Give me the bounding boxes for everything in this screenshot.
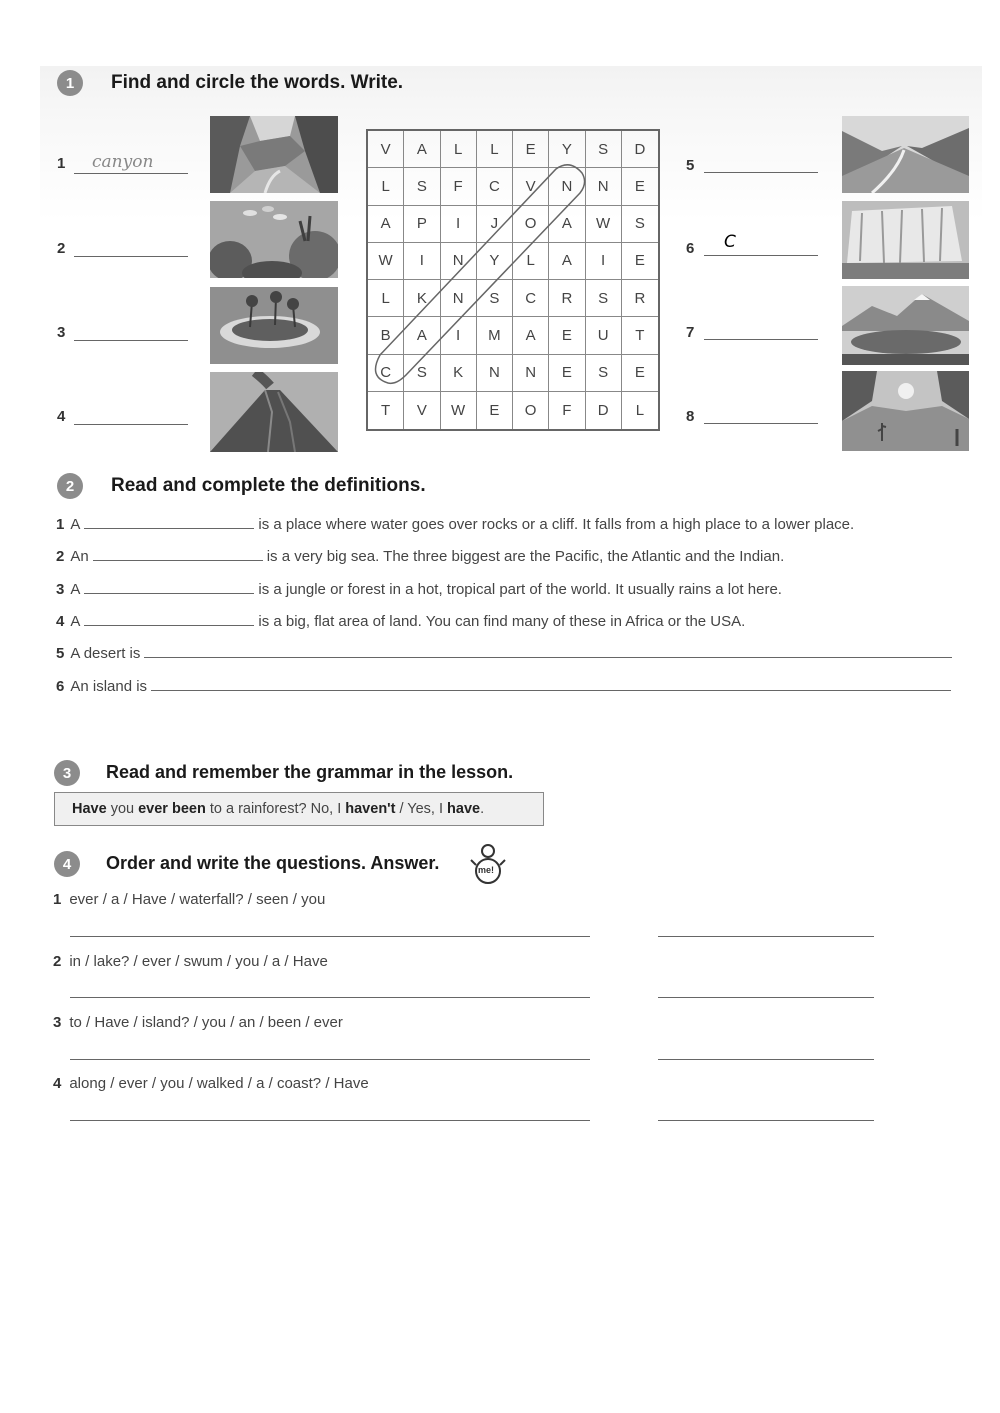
grid-cell[interactable]: L [477, 131, 513, 168]
item-8-number: 8 [686, 408, 695, 425]
definition-4-blank[interactable] [84, 611, 254, 626]
me-badge-icon [470, 843, 506, 885]
exercise-2-title: Read and complete the definitions. [111, 475, 426, 496]
grid-cell[interactable]: L [635, 401, 645, 419]
definition-1-blank[interactable] [84, 514, 254, 529]
definition-6-prefix: An island is [70, 678, 148, 695]
question-1-line[interactable] [70, 936, 590, 937]
volcano-photo [210, 372, 338, 452]
grid-cell[interactable]: A [549, 243, 585, 280]
me-badge-label: me! [478, 865, 495, 875]
grammar-ever-been: ever been [138, 801, 206, 817]
definition-5-blank[interactable] [144, 643, 952, 658]
grid-cell[interactable]: C [513, 280, 549, 317]
grid-cell[interactable]: R [622, 280, 658, 317]
definition-4 [56, 611, 745, 630]
grid-cell[interactable]: I [404, 243, 440, 280]
grid-cell[interactable]: E [549, 355, 585, 392]
grammar-text-2: to a rainforest? No, I [205, 801, 346, 817]
item-2-number: 2 [57, 240, 66, 257]
item-5-number: 5 [686, 157, 695, 174]
grid-cell[interactable]: K [441, 355, 477, 392]
grid-cell[interactable]: E [477, 392, 513, 429]
question-2-words: in / lake? / ever / swum / you / a / Have [69, 953, 328, 970]
cliff-photo [842, 201, 969, 279]
grid-cell[interactable]: O [513, 392, 549, 429]
definition-4-number: 4 [56, 613, 65, 630]
exercise-2-number: 2 [57, 473, 83, 499]
question-3 [53, 1014, 343, 1031]
grid-cell[interactable]: S [586, 355, 622, 392]
definition-6 [56, 676, 955, 695]
definition-2-number: 2 [56, 548, 65, 565]
item-6-number: 6 [686, 240, 695, 257]
question-1 [53, 891, 325, 908]
definition-1 [56, 514, 854, 533]
grid-cell[interactable]: R [549, 280, 585, 317]
exercise-3-title: Read and remember the grammar in the lesson. [106, 762, 514, 782]
grid-cell[interactable]: E [622, 355, 658, 392]
word-search-grid[interactable] [366, 129, 660, 431]
item-7-number: 7 [686, 324, 695, 341]
grid-cell[interactable]: N [441, 243, 477, 280]
item-6-line[interactable] [704, 255, 818, 256]
grid-cell[interactable]: C [477, 168, 513, 205]
definition-5-prefix: A desert is [70, 645, 141, 662]
item-4-number: 4 [57, 408, 66, 425]
grid-cell[interactable]: S [404, 355, 440, 392]
question-2-number: 2 [53, 953, 62, 970]
lake-photo [842, 286, 969, 365]
definition-2-prefix: An [70, 548, 89, 565]
desert-photo [842, 371, 969, 451]
question-2-line[interactable] [70, 997, 590, 998]
question-2 [53, 953, 328, 970]
grid-cell[interactable]: A [404, 131, 440, 168]
definition-4-prefix: A [70, 613, 81, 630]
definition-3-number: 3 [56, 581, 65, 598]
item-3-number: 3 [57, 324, 66, 341]
exercise-4-title: Order and write the questions. Answer. [106, 853, 440, 873]
item-3-line[interactable] [74, 340, 188, 341]
grammar-have-short: have [447, 801, 481, 817]
definition-4-text: is a big, flat area of land. You can find many of these in Africa or the USA. [258, 613, 746, 630]
grid-cell[interactable]: V [404, 392, 440, 429]
definition-3 [56, 579, 782, 598]
grid-cell[interactable]: E [622, 168, 658, 205]
grid-cell[interactable]: N [477, 355, 513, 392]
answer-4-line[interactable] [658, 1120, 874, 1121]
question-4-line[interactable] [70, 1120, 590, 1121]
grid-cell[interactable]: L [368, 280, 404, 317]
island-photo [210, 287, 338, 364]
grid-cell[interactable]: O [513, 206, 549, 243]
grid-cell[interactable]: L [441, 131, 477, 168]
definition-5-number: 5 [56, 645, 65, 662]
grammar-have: Have [72, 801, 107, 817]
grid-cell[interactable]: E [622, 243, 658, 280]
grid-cell[interactable]: V [368, 131, 404, 168]
grid-cell[interactable]: W [441, 392, 477, 429]
grid-cell[interactable]: T [622, 317, 658, 354]
item-2-line[interactable] [74, 256, 188, 257]
definition-5 [56, 643, 956, 662]
item-7-line[interactable] [704, 339, 818, 340]
definition-3-text: is a jungle or forest in a hot, tropical part of the world. It usually rains a lot here. [258, 581, 782, 598]
grid-cell[interactable]: N [586, 168, 622, 205]
grammar-text-3: / Yes, I [395, 801, 448, 817]
grammar-text-4: . [480, 801, 485, 817]
grid-cell[interactable]: C [368, 355, 404, 392]
question-4-words: along / ever / you / walked / a / coast? / Have [69, 1075, 369, 1092]
item-4-line[interactable] [74, 424, 188, 425]
grid-cell[interactable]: F [441, 168, 477, 205]
definition-6-number: 6 [56, 678, 65, 695]
definition-2-blank[interactable] [93, 546, 263, 561]
grid-cell[interactable]: D [586, 392, 622, 429]
grid-cell[interactable]: L [368, 168, 404, 205]
grid-cell[interactable]: M [477, 317, 513, 354]
question-1-words: ever / a / Have / waterfall? / seen / you [69, 891, 326, 908]
grid-cell[interactable]: K [404, 280, 440, 317]
answer-1-line[interactable] [658, 936, 874, 937]
exercise-1-number: 1 [57, 70, 83, 96]
grid-cell[interactable]: S [477, 280, 513, 317]
grammar-text-1: you [106, 801, 139, 817]
definition-1-text: is a place where water goes over rocks or a cliff. It falls from a high place to a lower place. [258, 516, 855, 533]
grammar-example-box [54, 792, 544, 826]
grid-cell[interactable]: E [513, 131, 549, 168]
definition-2-text: is a very big sea. The three biggest are the Pacific, the Atlantic and the Indian. [266, 548, 785, 565]
grid-cell[interactable]: S [586, 131, 622, 168]
grid-cell[interactable]: T [368, 392, 404, 429]
grid-cell[interactable]: N [549, 168, 585, 205]
grid-cell[interactable]: A [368, 206, 404, 243]
answer-3-line[interactable] [658, 1059, 874, 1060]
grid-cell[interactable]: A [549, 206, 585, 243]
grid-cell[interactable]: I [441, 317, 477, 354]
grid-cell[interactable]: B [368, 317, 404, 354]
grid-cell[interactable]: N [441, 280, 477, 317]
definition-6-blank[interactable] [151, 676, 951, 691]
exercise-4-number: 4 [54, 851, 80, 877]
grid-cell[interactable]: P [404, 206, 440, 243]
definition-3-blank[interactable] [84, 579, 254, 594]
grid-cell[interactable]: S [404, 168, 440, 205]
grid-cell[interactable]: U [586, 317, 622, 354]
grid-cell[interactable]: W [368, 243, 404, 280]
question-3-line[interactable] [70, 1059, 590, 1060]
item-1-number: 1 [57, 155, 66, 172]
question-4 [53, 1075, 369, 1092]
definition-1-prefix: A [70, 516, 81, 533]
grid-cell[interactable]: S [586, 280, 622, 317]
grid-cell[interactable]: W [586, 206, 622, 243]
item-1-line[interactable] [74, 173, 188, 174]
coral-reef-photo [210, 201, 338, 278]
grid-cell[interactable]: I [441, 206, 477, 243]
grid-cell[interactable]: I [586, 243, 622, 280]
question-3-number: 3 [53, 1014, 62, 1031]
canyon-photo [210, 116, 338, 193]
grid-cell[interactable]: A [513, 317, 549, 354]
grid-cell[interactable]: E [549, 317, 585, 354]
grid-cell[interactable]: Y [549, 131, 585, 168]
grid-cell[interactable]: L [513, 243, 549, 280]
definition-3-prefix: A [70, 581, 81, 598]
answer-2-line[interactable] [658, 997, 874, 998]
grid-cell[interactable]: V [513, 168, 549, 205]
item-6-answer[interactable]: C [724, 232, 736, 252]
exercise-1-title: Find and circle the words. Write. [111, 72, 404, 93]
grid-cell[interactable]: N [513, 355, 549, 392]
grid-cell[interactable]: F [549, 392, 585, 429]
question-4-number: 4 [53, 1075, 62, 1092]
grid-cell[interactable]: S [622, 206, 658, 243]
valley-photo [842, 116, 969, 193]
question-3-words: to / Have / island? / you / an / been / ever [69, 1014, 343, 1031]
item-5-line[interactable] [704, 172, 818, 173]
exercise-3-number: 3 [54, 760, 80, 786]
item-1-answer[interactable]: canyon [92, 152, 154, 172]
question-1-number: 1 [53, 891, 62, 908]
definition-1-number: 1 [56, 516, 65, 533]
grid-cell[interactable]: Y [477, 243, 513, 280]
definition-2 [56, 546, 784, 565]
item-8-line[interactable] [704, 423, 818, 424]
grid-cell[interactable]: J [477, 206, 513, 243]
grid-cell[interactable]: D [622, 131, 658, 168]
grammar-havent: haven't [345, 801, 396, 817]
grid-cell[interactable]: A [404, 317, 440, 354]
